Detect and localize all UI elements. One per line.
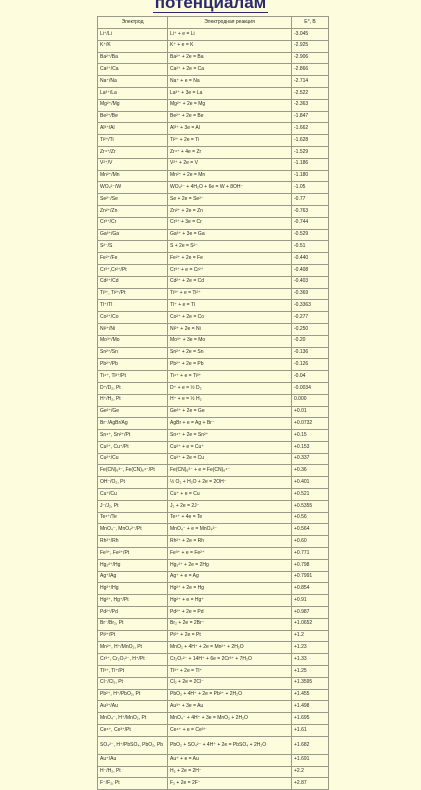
electrode-cell: Sn²⁺/Sn [98, 347, 168, 359]
reaction-cell: Cu²⁺ + e = Cu⁺ [168, 441, 292, 453]
table-body [98, 29, 329, 790]
table-row [98, 182, 329, 194]
table-row [98, 607, 329, 619]
reaction-cell: PbO₂ + 4H⁺ + 2e = Pb²⁺ + 2H₂O [168, 689, 292, 701]
electrode-cell: OH⁻/O₂, Pt [98, 477, 168, 489]
table-row [98, 123, 329, 135]
electrode-cell: Zr⁴⁺/Zr [98, 146, 168, 158]
table-row [98, 654, 329, 666]
potential-cell: -1.05 [292, 182, 329, 194]
table-row [98, 382, 329, 394]
table-row [98, 500, 329, 512]
table-row [98, 465, 329, 477]
table-row [98, 630, 329, 642]
potential-cell: +0.987 [292, 607, 329, 619]
potential-cell: +0.798 [292, 559, 329, 571]
electrode-cell: MnO₄⁻, MnO₄²⁻/Pt [98, 524, 168, 536]
electrode-cell: Pd²⁺/Pd [98, 607, 168, 619]
table-row [98, 642, 329, 654]
table-row [98, 559, 329, 571]
potential-cell: -0.440 [292, 253, 329, 265]
potential-cell: -2.925 [292, 40, 329, 52]
reaction-cell: Co²⁺ + 2e = Co [168, 312, 292, 324]
table-row [98, 548, 329, 560]
reaction-cell: J₂ + 2e = 2J⁻ [168, 500, 292, 512]
table-row [98, 441, 329, 453]
electrode-cell: Hg²⁺/Hg [98, 583, 168, 595]
reaction-cell: Cd²⁺ + 2e = Cd [168, 276, 292, 288]
table-row [98, 217, 329, 229]
potential-cell: +1.498 [292, 701, 329, 713]
potential-cell: +0.153 [292, 441, 329, 453]
reaction-cell: Zn²⁺ + 2e = Zn [168, 205, 292, 217]
table-row [98, 666, 329, 678]
electrode-cell: H⁻/H₂, Pt [98, 766, 168, 778]
potential-cell: -0.3363 [292, 300, 329, 312]
electrode-cell: Te⁴⁺/Te [98, 512, 168, 524]
potential-cell: -0.744 [292, 217, 329, 229]
reaction-cell: V²⁺ + 2e = V [168, 158, 292, 170]
table-row [98, 87, 329, 99]
potential-cell: 0.000 [292, 394, 329, 406]
electrode-cell: MnO₄⁻, H⁺/MnO₂, Pt [98, 713, 168, 725]
reaction-cell: Ti⁴⁺ + e = Ti³⁺ [168, 371, 292, 383]
electrode-cell: Ga³⁺/Ga [98, 229, 168, 241]
electrode-cell: Ti²⁺/Ti [98, 135, 168, 147]
reaction-cell: Ti³⁺ + e = Ti²⁺ [168, 288, 292, 300]
reaction-cell: MnO₄⁻ + 4H⁺ + 3e = MnO₂ + 2H₂O [168, 713, 292, 725]
electrode-cell: Cr³⁺/Cr [98, 217, 168, 229]
reaction-cell: S + 2e = S²⁻ [168, 241, 292, 253]
table-row [98, 430, 329, 442]
table-row [98, 288, 329, 300]
table-row [98, 406, 329, 418]
reaction-cell: Cu⁺ + e = Cu [168, 489, 292, 501]
table-row [98, 146, 329, 158]
electrode-cell: F⁻/F₂, Pt [98, 778, 168, 790]
reaction-cell: Sn²⁺ + 2e = Sn [168, 347, 292, 359]
reaction-cell: Mo³⁺ + 3e = Mo [168, 335, 292, 347]
table-row [98, 135, 329, 147]
electrode-cell: V²⁺/V [98, 158, 168, 170]
electrode-cell: Br⁻/Br₂, Pt [98, 618, 168, 630]
table-row [98, 453, 329, 465]
electrode-cell: S²⁻/S [98, 241, 168, 253]
potential-cell: -0.369 [292, 288, 329, 300]
electrode-cell: Mg²⁺/Mg [98, 99, 168, 111]
reaction-cell: Sn⁴⁺ + 2e = Sn²⁺ [168, 430, 292, 442]
table-row [98, 394, 329, 406]
potential-cell: -1.847 [292, 111, 329, 123]
potential-cell: -0.0034 [292, 382, 329, 394]
reaction-cell: Tl³⁺ + 2e = Tl⁺ [168, 666, 292, 678]
potential-cell: +0.771 [292, 548, 329, 560]
potential-cell: -2.866 [292, 64, 329, 76]
reaction-cell: Be²⁺ + 2e = Be [168, 111, 292, 123]
potential-cell: +1.0652 [292, 618, 329, 630]
potential-cell: +0.337 [292, 453, 329, 465]
electrode-cell: Tl⁺/Tl [98, 300, 168, 312]
potential-cell: +0.56 [292, 512, 329, 524]
table-row [98, 359, 329, 371]
table-row [98, 418, 329, 430]
potential-cell: -0.136 [292, 347, 329, 359]
potential-cell: +1.3595 [292, 677, 329, 689]
potential-cell: -0.763 [292, 205, 329, 217]
reaction-cell: H⁺ + e = ½ H₂ [168, 394, 292, 406]
table-row [98, 241, 329, 253]
potential-cell: +1.682 [292, 736, 329, 754]
reaction-cell: Al³⁺ + 3e = Al [168, 123, 292, 135]
potential-cell: +0.15 [292, 430, 329, 442]
potential-cell: -0.408 [292, 264, 329, 276]
page-title: потенциалам [0, 0, 421, 13]
potential-cell: +1.455 [292, 689, 329, 701]
table-row [98, 229, 329, 241]
electrode-cell: Cu²⁺, Cu⁺/Pt [98, 441, 168, 453]
potential-cell: +0.401 [292, 477, 329, 489]
electrode-cell: Zn²⁺/Zn [98, 205, 168, 217]
table-row [98, 524, 329, 536]
reaction-cell: Cr³⁺ + e = Cr²⁺ [168, 264, 292, 276]
electrode-cell: Pt²⁺/Pt [98, 630, 168, 642]
electrode-cell: Be²⁺/Be [98, 111, 168, 123]
potential-cell: -0.250 [292, 323, 329, 335]
electrode-cell: Na⁺/Na [98, 76, 168, 88]
table-row [98, 489, 329, 501]
reaction-cell: Se + 2e = Se²⁻ [168, 194, 292, 206]
reaction-cell: Ti²⁺ + 2e = Ti [168, 135, 292, 147]
reaction-cell: La³⁺ + 3e = La [168, 87, 292, 99]
table-row [98, 754, 329, 766]
electrode-cell: Tl³⁺, Tl⁺/Pt [98, 666, 168, 678]
reaction-cell: Fe³⁺ + e = Fe²⁺ [168, 548, 292, 560]
reaction-cell: Cr³⁺ + 3e = Cr [168, 217, 292, 229]
reaction-cell: Zr⁴⁺ + 4e = Zr [168, 146, 292, 158]
reaction-cell: D⁺ + e = ½ D₂ [168, 382, 292, 394]
electrode-cell: Co²⁺/Co [98, 312, 168, 324]
electrode-cell: Hg²⁺, Hg⁺/Pt [98, 595, 168, 607]
potential-cell: +0.36 [292, 465, 329, 477]
electrode-cell: Au⁺/Au [98, 754, 168, 766]
electrode-cell: Rh²⁺/Rh [98, 536, 168, 548]
table-row [98, 300, 329, 312]
potential-cell: +1.23 [292, 642, 329, 654]
table-row [98, 335, 329, 347]
reaction-cell: Au³⁺ + 3e = Au [168, 701, 292, 713]
table-row [98, 736, 329, 754]
electrode-cell: H⁺/H₂, Pt [98, 394, 168, 406]
table-row [98, 99, 329, 111]
potential-cell: -2.363 [292, 99, 329, 111]
reaction-cell: Hg²⁺ + 2e = Hg [168, 583, 292, 595]
header-reaction: Электродная реакция [168, 17, 292, 29]
table-row [98, 713, 329, 725]
table-row [98, 689, 329, 701]
reaction-cell: WO₄²⁻ + 4H₂O + 6e = W + 8OH⁻ [168, 182, 292, 194]
electrode-cell: Cu⁺/Cu [98, 489, 168, 501]
reaction-cell: PbO₂ + SO₄²⁻ + 4H⁺ + 2e = PbSO₄ + 2H₂O [168, 736, 292, 754]
reaction-cell: Hg₂²⁺ + 2e = 2Hg [168, 559, 292, 571]
table-row [98, 766, 329, 778]
table-row [98, 52, 329, 64]
table-row [98, 29, 329, 41]
reaction-cell: Mn²⁺ + 2e = Mn [168, 170, 292, 182]
potential-cell: +0.564 [292, 524, 329, 536]
potential-cell: +1.691 [292, 754, 329, 766]
table-row [98, 571, 329, 583]
electrode-cell: Ca²⁺/Ca [98, 64, 168, 76]
reaction-cell: Fe(CN)₆³⁻ + e = Fe(CN)₆⁴⁻ [168, 465, 292, 477]
reaction-cell: Hg²⁺ + e = Hg⁺ [168, 595, 292, 607]
potential-cell: -0.403 [292, 276, 329, 288]
potential-cell: -1.180 [292, 170, 329, 182]
reaction-cell: Pb²⁺ + 2e = Pb [168, 359, 292, 371]
electrode-cell: Ge²⁺/Ge [98, 406, 168, 418]
electrode-cell: Se²⁻/Se [98, 194, 168, 206]
electrode-cell: J⁻/J₂, Pt [98, 500, 168, 512]
reaction-cell: Fe²⁺ + 2e = Fe [168, 253, 292, 265]
table-row [98, 512, 329, 524]
electrode-cell: Cu²⁺/Cu [98, 453, 168, 465]
table-row [98, 40, 329, 52]
reaction-cell: Tl⁺ + e = Tl [168, 300, 292, 312]
potential-cell: +0.521 [292, 489, 329, 501]
electrode-cell: Hg₂²⁺/Hg [98, 559, 168, 571]
reaction-cell: Pt²⁺ + 2e = Pt [168, 630, 292, 642]
potential-cell: -1.186 [292, 158, 329, 170]
table-row [98, 312, 329, 324]
header-potential: E°, В [292, 17, 329, 29]
electrode-cell: D⁺/D₂, Pt [98, 382, 168, 394]
reaction-cell: Ag⁺ + e = Ag [168, 571, 292, 583]
potential-cell: +1.2 [292, 630, 329, 642]
electrode-cell: Ti³⁺, Ti²⁺/Pt [98, 288, 168, 300]
electrode-cell: Au³⁺/Au [98, 701, 168, 713]
table-row [98, 253, 329, 265]
potential-cell: -2.906 [292, 52, 329, 64]
potential-cell: +0.91 [292, 595, 329, 607]
table-row [98, 477, 329, 489]
potential-cell: +0.7991 [292, 571, 329, 583]
electrode-cell: Cd²⁺/Cd [98, 276, 168, 288]
reaction-cell: Br₂ + 2e = 2Br⁻ [168, 618, 292, 630]
reaction-cell: Ce⁴⁺ + e = Ce³⁺ [168, 725, 292, 737]
potential-cell: +2.2 [292, 766, 329, 778]
table-row [98, 64, 329, 76]
reaction-cell: Mg²⁺ + 2e = Mg [168, 99, 292, 111]
reaction-cell: Cu²⁺ + 2e = Cu [168, 453, 292, 465]
reaction-cell: MnO₄⁻ + e = MnO₄²⁻ [168, 524, 292, 536]
reaction-cell: ½ O₂ + H₂O + 2e = 2OH⁻ [168, 477, 292, 489]
potential-cell: +0.0732 [292, 418, 329, 430]
reaction-cell: Ba²⁺ + 2e = Ba [168, 52, 292, 64]
table-row [98, 701, 329, 713]
electrode-cell: La³⁺/La [98, 87, 168, 99]
potential-cell: +2.87 [292, 778, 329, 790]
potential-cell: -0.77 [292, 194, 329, 206]
table-row [98, 194, 329, 206]
electrode-cell: Sn⁴⁺, Sn²⁺/Pt [98, 430, 168, 442]
reaction-cell: Li⁺ + e = Li [168, 29, 292, 41]
reaction-cell: MnO₂ + 4H⁺ + 2e = Mn²⁺ + 2H₂O [168, 642, 292, 654]
reaction-cell: Ga³⁺ + 3e = Ga [168, 229, 292, 241]
electrode-cell: Fe³⁺, Fe²⁺/Pt [98, 548, 168, 560]
table-row [98, 677, 329, 689]
reaction-cell: Ni²⁺ + 2e = Ni [168, 323, 292, 335]
table-row [98, 111, 329, 123]
electrode-cell: Li⁺/Li [98, 29, 168, 41]
potential-cell: -0.277 [292, 312, 329, 324]
reaction-cell: K⁺ + e = K [168, 40, 292, 52]
electrode-cell: Ti⁴⁺, Ti³⁺/Pt [98, 371, 168, 383]
electrode-cell: SO₄²⁻, H⁺/PbSO₄, PbO₂, Pb [98, 736, 168, 754]
potential-cell: +0.60 [292, 536, 329, 548]
electrode-cell: WO₄²⁻/W [98, 182, 168, 194]
table-row [98, 595, 329, 607]
table-row [98, 76, 329, 88]
reaction-cell: Cr₂O₇²⁻ + 14H⁺ + 6e = 2Cr³⁺ + 7H₂O [168, 654, 292, 666]
potential-cell: -1.529 [292, 146, 329, 158]
electrode-cell: Pb²⁺/Pb [98, 359, 168, 371]
reaction-cell: Te⁴⁺ + 4e = Te [168, 512, 292, 524]
table-row [98, 778, 329, 790]
reaction-cell: Rh²⁺ + 2e = Rh [168, 536, 292, 548]
electrode-cell: Ag⁺/Ag [98, 571, 168, 583]
table-row [98, 205, 329, 217]
table-row [98, 264, 329, 276]
electrode-cell: Mo³⁺/Mo [98, 335, 168, 347]
reaction-cell: Pd²⁺ + 2e = Pd [168, 607, 292, 619]
table-row [98, 276, 329, 288]
table-row [98, 371, 329, 383]
reaction-cell: Cl₂ + 2e = 2Cl⁻ [168, 677, 292, 689]
potential-cell: -2.522 [292, 87, 329, 99]
potential-cell: +1.25 [292, 666, 329, 678]
electrode-cell: K⁺/K [98, 40, 168, 52]
electrode-cell: Cr³⁺, Cr₂O₇²⁻, H⁺/Pt [98, 654, 168, 666]
electrode-cell: Al³⁺/Al [98, 123, 168, 135]
potentials-table [97, 16, 329, 790]
reaction-cell: AgBr + e = Ag + Br⁻ [168, 418, 292, 430]
electrode-cell: Mn²⁺, H⁺/MnO₂, Pt [98, 642, 168, 654]
reaction-cell: Na⁺ + e = Na [168, 76, 292, 88]
potential-cell: +0.854 [292, 583, 329, 595]
electrode-cell: Br⁻/AgBr/Ag [98, 418, 168, 430]
table-row [98, 536, 329, 548]
reaction-cell: H₂ + 2e = 2H⁻ [168, 766, 292, 778]
reaction-cell: F₂ + 2e = 2F⁻ [168, 778, 292, 790]
potential-cell: -1.662 [292, 123, 329, 135]
potential-cell: -2.714 [292, 76, 329, 88]
table-row [98, 618, 329, 630]
potential-cell: -1.628 [292, 135, 329, 147]
electrode-cell: Ce⁴⁺, Ce³⁺/Pt [98, 725, 168, 737]
reaction-cell: Ca²⁺ + 2e = Ca [168, 64, 292, 76]
table-row [98, 725, 329, 737]
electrode-cell: Cl⁻/Cl₂, Pt [98, 677, 168, 689]
table-row [98, 158, 329, 170]
table-header-row [98, 17, 329, 29]
potential-cell: -0.126 [292, 359, 329, 371]
potential-cell: +0.5355 [292, 500, 329, 512]
electrode-cell: Ba²⁺/Ba [98, 52, 168, 64]
table-row [98, 583, 329, 595]
header-electrode: Электрод [98, 17, 168, 29]
table-row [98, 347, 329, 359]
potential-cell: +1.61 [292, 725, 329, 737]
potential-cell: -0.51 [292, 241, 329, 253]
potential-cell: +0.01 [292, 406, 329, 418]
potential-cell: +1.33 [292, 654, 329, 666]
electrode-cell: Cr³⁺,Cr²⁺/Pt [98, 264, 168, 276]
potential-cell: -0.529 [292, 229, 329, 241]
table-row [98, 323, 329, 335]
reaction-cell: Au⁺ + e = Au [168, 754, 292, 766]
potential-cell: -0.20 [292, 335, 329, 347]
electrode-cell: Ni²⁺/Ni [98, 323, 168, 335]
electrode-cell: Fe²⁺/Fe [98, 253, 168, 265]
electrode-cell: Pb²⁺, H⁺/PbO₂, Pt [98, 689, 168, 701]
electrode-cell: Fe(CN)₆³⁻, Fe(CN)₆⁴⁻/Pt [98, 465, 168, 477]
electrode-cell: Mn²⁺/Mn [98, 170, 168, 182]
table-row [98, 170, 329, 182]
potential-cell: -0.04 [292, 371, 329, 383]
potential-cell: -3.045 [292, 29, 329, 41]
potential-cell: +1.695 [292, 713, 329, 725]
reaction-cell: Ge²⁺ + 2e = Ge [168, 406, 292, 418]
